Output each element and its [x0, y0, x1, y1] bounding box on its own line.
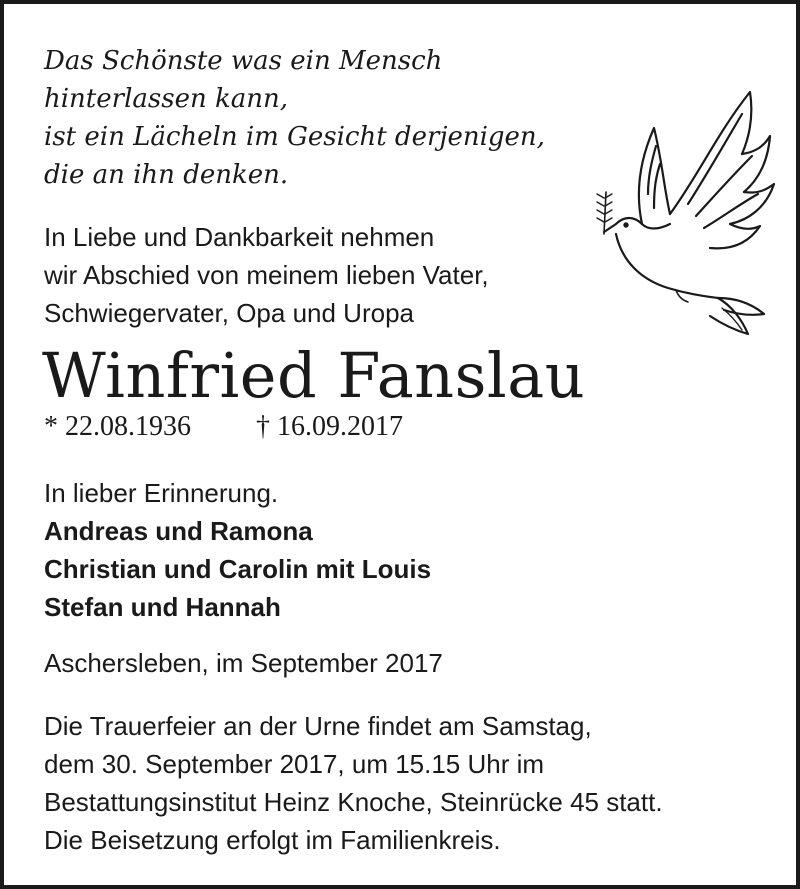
dove-icon: [592, 84, 782, 344]
poem-line: Das Schönste was ein Mensch: [44, 46, 443, 76]
service-line: dem 30. September 2017, um 15.15 Uhr im: [44, 749, 545, 779]
service-line: Die Trauerfeier an der Urne findet am Samstag,: [44, 711, 592, 741]
intro-line: In Liebe und Dankbarkeit nehmen: [44, 222, 435, 252]
poem-line: hinterlassen kann,: [44, 84, 288, 114]
service-line: Die Beisetzung erfolgt im Familienkreis.: [44, 825, 501, 855]
memory-heading: In lieber Erinnerung.: [44, 478, 279, 508]
poem-line: ist ein Lächeln im Gesicht derjenigen,: [44, 122, 545, 152]
birth-date: * 22.08.1936: [44, 411, 191, 442]
service-line: Bestattungsinstitut Heinz Knoche, Steinrücke 45 statt.: [44, 787, 663, 817]
funeral-service-info: [44, 707, 663, 859]
farewell-intro: [44, 218, 489, 332]
poem-line: die an ihn denken.: [44, 160, 289, 190]
memorial-poem: [44, 42, 545, 194]
mourner-name: Christian und Carolin mit Louis: [44, 554, 432, 584]
mourner-name: Andreas und Ramona: [44, 516, 313, 546]
death-date: † 16.09.2017: [256, 411, 403, 442]
intro-line: Schwiegervater, Opa und Uropa: [44, 298, 414, 328]
mourner-name: Stefan und Hannah: [44, 592, 281, 622]
deceased-name: Winfried Fanslau: [42, 339, 586, 412]
intro-line: wir Abschied von meinem lieben Vater,: [44, 260, 489, 290]
place-and-date: Aschersleben, im September 2017: [44, 648, 443, 678]
mourners-section: [44, 474, 431, 626]
life-dates: [44, 407, 403, 447]
